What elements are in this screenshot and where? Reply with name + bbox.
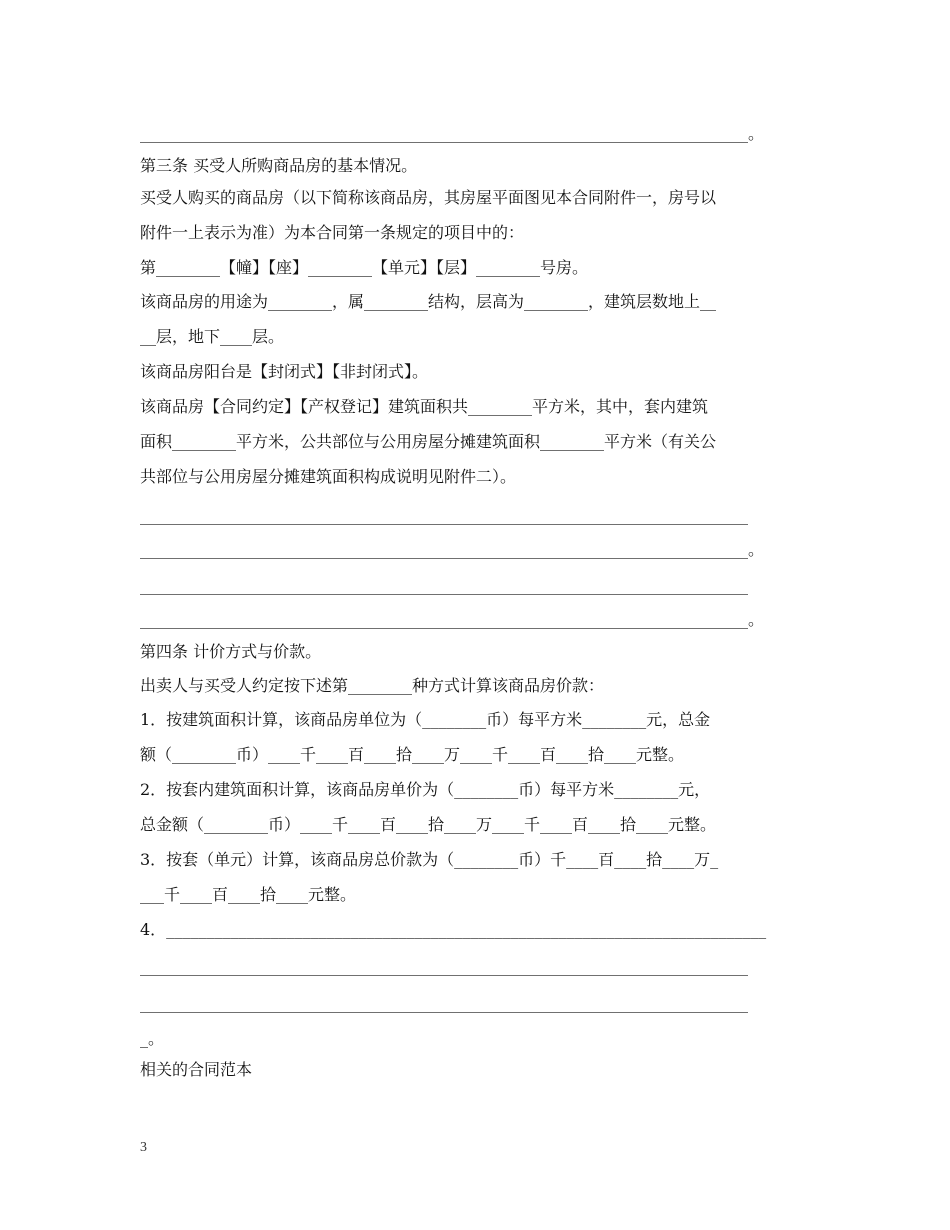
paragraph-line: 面积________平方米，公共部位与公用房屋分摊建筑面积________平方米（有关公 (140, 432, 717, 451)
paragraph-line: 该商品房阳台是【封闭式】【非封闭式】。 (140, 362, 429, 381)
paragraph-line: 买受人购买的商品房（以下简称该商品房，其房屋平面图见本合同附件一，房号以 (140, 188, 717, 207)
page-number: 3 (140, 1140, 147, 1155)
blank-line: ____________________________________________________________________________ (140, 994, 748, 1013)
blank-line: ____________________________________________________________________________ (140, 957, 748, 976)
article-3-heading: 第三条 买受人所购商品房的基本情况。 (140, 156, 418, 175)
paragraph-line: 该商品房的用途为________，属________结构，层高为________，建筑层数地上__ (140, 292, 717, 311)
paragraph-line: __层，地下____层。 (140, 327, 285, 346)
related-contracts-link: 相关的合同范本 (140, 1060, 253, 1079)
paragraph-line: 出卖人与买受人约定按下述第________种方式计算该商品房价款： (140, 676, 605, 695)
paragraph-line: 附件一上表示为准）为本合同第一条规定的项目中的： (140, 223, 525, 242)
paragraph-line: 2．按套内建筑面积计算，该商品房单价为（________币）每平方米________元， (140, 780, 711, 799)
blank-line: ____________________________________________________________________________。 (140, 610, 764, 629)
paragraph-line: 4．___________________________________________________________________________ (140, 920, 767, 939)
paragraph-line: 3．按套（单元）计算，该商品房总价款为（________币）千____百____拾____万_ (140, 850, 719, 869)
paragraph-line: 1．按建筑面积计算，该商品房单位为（________币）每平方米________元，总金 (140, 710, 711, 729)
paragraph-line: 第________【幢】【座】________【单元】【层】________号房。 (140, 258, 589, 277)
blank-line: ____________________________________________________________________________。 (140, 124, 764, 143)
paragraph-line: 该商品房【合同约定】【产权登记】建筑面积共________平方米，其中，套内建筑 (140, 397, 709, 416)
article-4-heading: 第四条 计价方式与价款。 (140, 642, 322, 661)
paragraph-line: 额（________币）____千____百____拾____万____千____百____拾____元整。 (140, 745, 685, 764)
blank-line: _。 (140, 1029, 165, 1048)
paragraph-line: ___千____百____拾____元整。 (140, 885, 357, 904)
blank-line: ____________________________________________________________________________ (140, 576, 748, 595)
paragraph-line: 总金额（________币）____千____百____拾____万____千____百____拾____元整。 (140, 815, 717, 834)
paragraph-line: 共部位与公用房屋分摊建筑面积构成说明见附件二）。 (140, 467, 517, 486)
blank-line: ____________________________________________________________________________ (140, 506, 748, 525)
blank-line: ____________________________________________________________________________。 (140, 540, 764, 559)
